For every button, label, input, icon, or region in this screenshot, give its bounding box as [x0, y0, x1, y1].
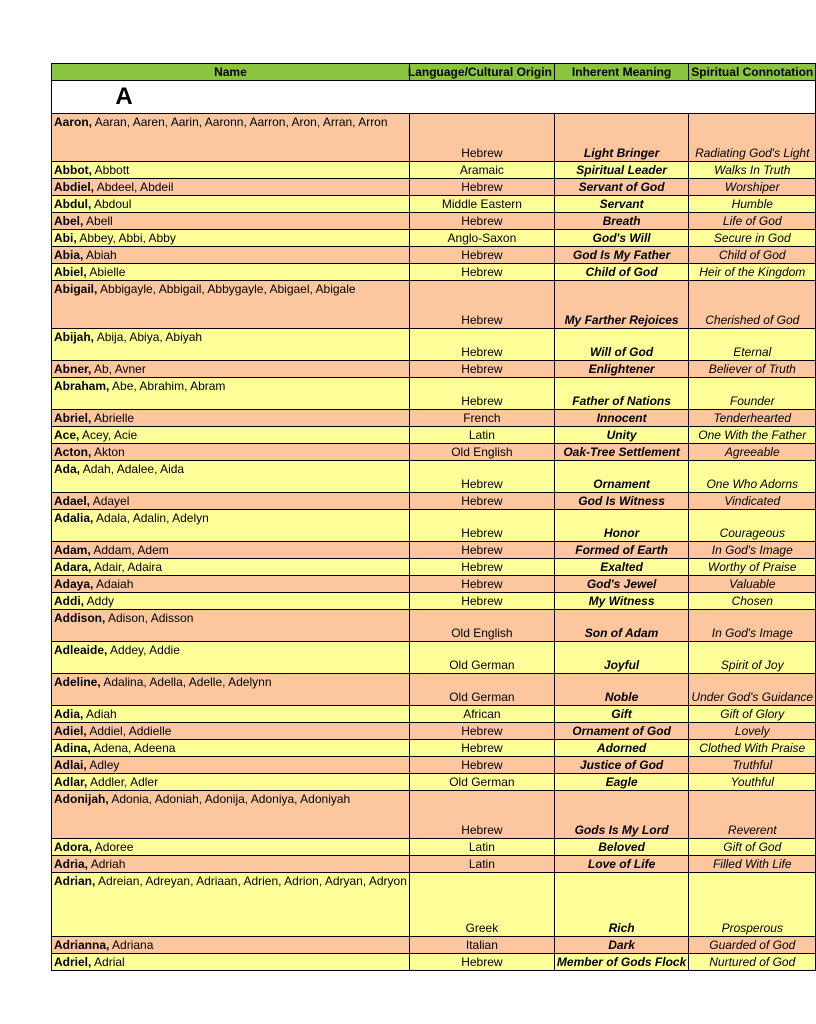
connotation-cell[interactable]: Believer of Truth: [689, 361, 816, 378]
table-row: [52, 378, 816, 410]
section-letter-row: [52, 81, 816, 114]
name-cell[interactable]: [52, 114, 410, 162]
connotation-cell[interactable]: Humble: [689, 196, 816, 213]
primary-name: Adalia,: [54, 511, 94, 525]
origin-cell[interactable]: Latin: [409, 839, 554, 856]
primary-name: Adleaide,: [54, 643, 108, 657]
name-variants: Adalina, Adella, Adelle, Adelynn: [100, 675, 272, 689]
meaning-cell[interactable]: Rich: [554, 873, 688, 937]
meaning-cell[interactable]: Exalted: [554, 559, 688, 576]
connotation-cell[interactable]: Nurtured of God: [689, 954, 816, 971]
name-variants: Acey, Acie: [79, 428, 138, 442]
table-row: [52, 839, 816, 856]
name-variants: Abbey, Abbi, Abby: [76, 231, 176, 245]
name-cell[interactable]: [52, 954, 410, 971]
table-row: [52, 281, 816, 329]
names-spreadsheet: [51, 63, 816, 971]
name-cell[interactable]: [52, 444, 410, 461]
meaning-cell[interactable]: Father of Nations: [554, 378, 688, 410]
name-cell[interactable]: [52, 542, 410, 559]
meaning-cell[interactable]: Honor: [554, 510, 688, 542]
name-cell[interactable]: [52, 230, 410, 247]
meaning-cell[interactable]: Adorned: [554, 740, 688, 757]
name-variants: Adonia, Adoniah, Adonija, Adoniya, Adoniyah: [108, 792, 351, 806]
origin-cell[interactable]: Latin: [409, 427, 554, 444]
primary-name: Adrianna,: [54, 938, 110, 952]
origin-cell[interactable]: Aramaic: [409, 162, 554, 179]
name-variants: Adoree: [92, 840, 134, 854]
connotation-cell[interactable]: Tenderhearted: [689, 410, 816, 427]
name-variants: Abdeel, Abdeil: [94, 180, 174, 194]
primary-name: Adrian,: [54, 874, 96, 888]
primary-name: Abijah,: [54, 330, 95, 344]
origin-cell[interactable]: Hebrew: [409, 264, 554, 281]
origin-cell[interactable]: Greek: [409, 873, 554, 937]
origin-cell[interactable]: Hebrew: [409, 179, 554, 196]
name-cell[interactable]: [52, 593, 410, 610]
connotation-cell[interactable]: One Who Adorns: [689, 461, 816, 493]
table-row: [52, 856, 816, 873]
meaning-cell[interactable]: Servant: [554, 196, 688, 213]
name-cell[interactable]: [52, 740, 410, 757]
primary-name: Abia,: [54, 248, 84, 262]
connotation-cell[interactable]: Life of God: [689, 213, 816, 230]
connotation-cell[interactable]: Child of God: [689, 247, 816, 264]
meaning-cell[interactable]: Gods Is My Lord: [554, 791, 688, 839]
table-row: [52, 196, 816, 213]
origin-cell[interactable]: Hebrew: [409, 378, 554, 410]
name-variants: Abbott: [92, 163, 130, 177]
name-variants: Adriah: [88, 857, 126, 871]
name-cell[interactable]: [52, 791, 410, 839]
table-row: [52, 162, 816, 179]
primary-name: Adara,: [54, 560, 92, 574]
name-cell[interactable]: [52, 706, 410, 723]
origin-cell[interactable]: Anglo-Saxon: [409, 230, 554, 247]
table-row: [52, 642, 816, 674]
meaning-cell[interactable]: Innocent: [554, 410, 688, 427]
connotation-cell[interactable]: Cherished of God: [689, 281, 816, 329]
meaning-cell[interactable]: God's Will: [554, 230, 688, 247]
table-row: [52, 791, 816, 839]
origin-cell[interactable]: Hebrew: [409, 542, 554, 559]
table-row: [52, 264, 816, 281]
connotation-cell[interactable]: Lovely: [689, 723, 816, 740]
meaning-cell[interactable]: Joyful: [554, 642, 688, 674]
primary-name: Aaron,: [54, 115, 93, 129]
origin-cell[interactable]: Hebrew: [409, 114, 554, 162]
origin-cell[interactable]: Hebrew: [409, 791, 554, 839]
name-variants: Addey, Addie: [107, 643, 180, 657]
primary-name: Abiel,: [54, 265, 87, 279]
name-cell[interactable]: [52, 856, 410, 873]
table-row: [52, 954, 816, 971]
name-variants: Abrielle: [91, 411, 135, 425]
table-row: [52, 542, 816, 559]
origin-cell[interactable]: Hebrew: [409, 740, 554, 757]
name-variants: Adala, Adalin, Adelyn: [93, 511, 209, 525]
name-variants: Adena, Adeena: [90, 741, 176, 755]
primary-name: Adaya,: [54, 577, 94, 591]
name-variants: Abe, Abrahim, Abram: [109, 379, 226, 393]
primary-name: Addi,: [54, 594, 84, 608]
origin-cell[interactable]: Hebrew: [409, 593, 554, 610]
connotation-cell[interactable]: Clothed With Praise: [689, 740, 816, 757]
meaning-cell[interactable]: God Is Witness: [554, 493, 688, 510]
origin-cell[interactable]: Italian: [409, 937, 554, 954]
primary-name: Adonijah,: [54, 792, 109, 806]
table-row: [52, 774, 816, 791]
primary-name: Abdul,: [54, 197, 92, 211]
origin-cell[interactable]: Hebrew: [409, 510, 554, 542]
name-cell[interactable]: [52, 196, 410, 213]
origin-cell[interactable]: Middle Eastern: [409, 196, 554, 213]
origin-cell[interactable]: Old German: [409, 674, 554, 706]
table-row: [52, 230, 816, 247]
connotation-cell[interactable]: Valuable: [689, 576, 816, 593]
primary-name: Abner,: [54, 362, 92, 376]
connotation-cell[interactable]: Filled With Life: [689, 856, 816, 873]
meaning-cell[interactable]: Servant of God: [554, 179, 688, 196]
name-cell[interactable]: [52, 873, 410, 937]
meaning-cell[interactable]: Unity: [554, 427, 688, 444]
primary-name: Abdiel,: [54, 180, 95, 194]
primary-name: Adria,: [54, 857, 89, 871]
name-variants: Abell: [83, 214, 113, 228]
meaning-cell[interactable]: Gift: [554, 706, 688, 723]
primary-name: Adeline,: [54, 675, 101, 689]
name-cell[interactable]: [52, 461, 410, 493]
name-variants: Addy: [84, 594, 115, 608]
connotation-cell[interactable]: Prosperous: [689, 873, 816, 937]
name-variants: Addiel, Addielle: [86, 724, 172, 738]
origin-cell[interactable]: Hebrew: [409, 493, 554, 510]
header-origin[interactable]: Language/Cultural Origin: [409, 64, 554, 81]
name-cell[interactable]: [52, 493, 410, 510]
meaning-cell[interactable]: Justice of God: [554, 757, 688, 774]
connotation-cell[interactable]: In God's Image: [689, 542, 816, 559]
name-variants: Adriana: [109, 938, 154, 952]
table-row: [52, 179, 816, 196]
origin-cell[interactable]: Hebrew: [409, 281, 554, 329]
meaning-cell[interactable]: Spiritual Leader: [554, 162, 688, 179]
origin-cell[interactable]: French: [409, 410, 554, 427]
name-cell[interactable]: [52, 510, 410, 542]
meaning-cell[interactable]: Member of Gods Flock: [554, 954, 688, 971]
table-row: [52, 723, 816, 740]
table-row: [52, 427, 816, 444]
name-cell[interactable]: [52, 329, 410, 361]
meaning-cell[interactable]: Light Bringer: [554, 114, 688, 162]
meaning-cell[interactable]: My Farther Rejoices: [554, 281, 688, 329]
origin-cell[interactable]: Old English: [409, 444, 554, 461]
table-row: [52, 674, 816, 706]
name-variants: Abdoul: [91, 197, 132, 211]
name-variants: Adley: [86, 758, 120, 772]
meaning-cell[interactable]: Child of God: [554, 264, 688, 281]
table-row: [52, 213, 816, 230]
table-row: [52, 444, 816, 461]
primary-name: Adina,: [54, 741, 91, 755]
connotation-cell[interactable]: Spirit of Joy: [689, 642, 816, 674]
name-variants: Adaiah: [93, 577, 134, 591]
connotation-cell[interactable]: Secure in God: [689, 230, 816, 247]
name-cell[interactable]: [52, 264, 410, 281]
table-row: [52, 873, 816, 937]
primary-name: Abi,: [54, 231, 77, 245]
name-variants: Adiah: [83, 707, 117, 721]
origin-cell[interactable]: Hebrew: [409, 757, 554, 774]
connotation-cell[interactable]: Courageous: [689, 510, 816, 542]
name-variants: Adrial: [91, 955, 125, 969]
name-cell[interactable]: [52, 247, 410, 264]
connotation-cell[interactable]: Truthful: [689, 757, 816, 774]
header-meaning[interactable]: Inherent Meaning: [554, 64, 688, 81]
name-cell[interactable]: [52, 179, 410, 196]
name-cell[interactable]: [52, 559, 410, 576]
table-row: [52, 559, 816, 576]
meaning-cell[interactable]: My Witness: [554, 593, 688, 610]
connotation-cell[interactable]: Heir of the Kingdom: [689, 264, 816, 281]
connotation-cell[interactable]: Youthful: [689, 774, 816, 791]
table-row: [52, 329, 816, 361]
meaning-cell[interactable]: Dark: [554, 937, 688, 954]
name-cell[interactable]: [52, 774, 410, 791]
origin-cell[interactable]: Hebrew: [409, 247, 554, 264]
origin-cell[interactable]: Hebrew: [409, 954, 554, 971]
name-variants: Addam, Adem: [90, 543, 169, 557]
primary-name: Adora,: [54, 840, 93, 854]
header-name[interactable]: Name: [52, 64, 410, 81]
primary-name: Adlai,: [54, 758, 87, 772]
meaning-cell[interactable]: Eagle: [554, 774, 688, 791]
name-cell[interactable]: [52, 361, 410, 378]
primary-name: Abigail,: [54, 282, 98, 296]
primary-name: Adam,: [54, 543, 91, 557]
name-cell[interactable]: [52, 642, 410, 674]
connotation-cell[interactable]: Worthy of Praise: [689, 559, 816, 576]
name-cell[interactable]: [52, 427, 410, 444]
connotation-cell[interactable]: Founder: [689, 378, 816, 410]
table-row: [52, 410, 816, 427]
meaning-cell[interactable]: Oak-Tree Settlement: [554, 444, 688, 461]
connotation-cell[interactable]: Reverent: [689, 791, 816, 839]
name-cell[interactable]: [52, 576, 410, 593]
name-cell[interactable]: [52, 281, 410, 329]
name-variants: Adah, Adalee, Aida: [80, 462, 185, 476]
table-row: [52, 493, 816, 510]
origin-cell[interactable]: Hebrew: [409, 559, 554, 576]
name-cell[interactable]: [52, 674, 410, 706]
meaning-cell[interactable]: Love of Life: [554, 856, 688, 873]
name-cell[interactable]: [52, 410, 410, 427]
origin-cell[interactable]: Latin: [409, 856, 554, 873]
primary-name: Abriel,: [54, 411, 92, 425]
name-cell[interactable]: [52, 378, 410, 410]
meaning-cell[interactable]: Son of Adam: [554, 610, 688, 642]
meaning-cell[interactable]: Enlightener: [554, 361, 688, 378]
name-variants: Adison, Adisson: [105, 611, 194, 625]
meaning-cell[interactable]: Beloved: [554, 839, 688, 856]
connotation-cell[interactable]: Vindicated: [689, 493, 816, 510]
primary-name: Ace,: [54, 428, 80, 442]
header-connotation[interactable]: Spiritual Connotation: [689, 64, 816, 81]
connotation-cell[interactable]: Walks In Truth: [689, 162, 816, 179]
origin-cell[interactable]: Old English: [409, 610, 554, 642]
connotation-cell[interactable]: Agreeable: [689, 444, 816, 461]
primary-name: Adiel,: [54, 724, 87, 738]
table-row: [52, 461, 816, 493]
meaning-cell[interactable]: God Is My Father: [554, 247, 688, 264]
table-row: [52, 706, 816, 723]
name-cell[interactable]: [52, 937, 410, 954]
primary-name: Adlar,: [54, 775, 88, 789]
name-variants: Adair, Adaira: [91, 560, 163, 574]
table-row: [52, 740, 816, 757]
table-row: [52, 361, 816, 378]
name-variants: Abbigayle, Abbigail, Abbygayle, Abigael, Abigale: [97, 282, 356, 296]
primary-name: Ada,: [54, 462, 81, 476]
name-cell[interactable]: [52, 213, 410, 230]
connotation-cell[interactable]: Worshiper: [689, 179, 816, 196]
origin-cell[interactable]: Hebrew: [409, 213, 554, 230]
name-variants: Abija, Abiya, Abiyah: [94, 330, 203, 344]
origin-cell[interactable]: Hebrew: [409, 576, 554, 593]
meaning-cell[interactable]: God's Jewel: [554, 576, 688, 593]
connotation-cell[interactable]: Under God's Guidance: [689, 674, 816, 706]
primary-name: Addison,: [54, 611, 106, 625]
origin-cell[interactable]: Old German: [409, 642, 554, 674]
connotation-cell[interactable]: Guarded of God: [689, 937, 816, 954]
table-row: [52, 247, 816, 264]
name-variants: Adreian, Adreyan, Adriaan, Adrien, Adrion, Adryan, Adryon: [95, 874, 407, 888]
table-row: [52, 576, 816, 593]
primary-name: Acton,: [54, 445, 92, 459]
primary-name: Abbot,: [54, 163, 92, 177]
table-row: [52, 757, 816, 774]
name-variants: Akton: [91, 445, 125, 459]
section-letter: A: [115, 83, 133, 110]
primary-name: Abraham,: [54, 379, 110, 393]
connotation-cell[interactable]: Gift of Glory: [689, 706, 816, 723]
primary-name: Adael,: [54, 494, 91, 508]
origin-cell[interactable]: Hebrew: [409, 329, 554, 361]
name-variants: Abielle: [86, 265, 126, 279]
connotation-cell[interactable]: Radiating God's Light: [689, 114, 816, 162]
table-row: [52, 610, 816, 642]
name-cell[interactable]: [52, 610, 410, 642]
name-variants: Adayel: [90, 494, 130, 508]
table-row: [52, 114, 816, 162]
name-cell[interactable]: [52, 162, 410, 179]
table-row: [52, 510, 816, 542]
name-variants: Abiah: [83, 248, 117, 262]
primary-name: Abel,: [54, 214, 84, 228]
origin-cell[interactable]: Hebrew: [409, 723, 554, 740]
name-cell[interactable]: [52, 839, 410, 856]
connotation-cell[interactable]: In God's Image: [689, 610, 816, 642]
primary-name: Adriel,: [54, 955, 92, 969]
meaning-cell[interactable]: Ornament of God: [554, 723, 688, 740]
meaning-cell[interactable]: Noble: [554, 674, 688, 706]
meaning-cell[interactable]: Breath: [554, 213, 688, 230]
meaning-cell[interactable]: Formed of Earth: [554, 542, 688, 559]
name-variants: Ab, Avner: [91, 362, 146, 376]
section-letter-cell[interactable]: [52, 81, 816, 114]
connotation-cell[interactable]: Gift of God: [689, 839, 816, 856]
table-row: [52, 937, 816, 954]
origin-cell[interactable]: Hebrew: [409, 461, 554, 493]
origin-cell[interactable]: Old German: [409, 774, 554, 791]
name-variants: Aaran, Aaren, Aarin, Aaronn, Aarron, Aron, Arran, Arron: [92, 115, 388, 129]
name-cell[interactable]: [52, 757, 410, 774]
table-row: [52, 593, 816, 610]
origin-cell[interactable]: African: [409, 706, 554, 723]
connotation-cell[interactable]: Eternal: [689, 329, 816, 361]
meaning-cell[interactable]: Ornament: [554, 461, 688, 493]
name-cell[interactable]: [52, 723, 410, 740]
connotation-cell[interactable]: One With the Father: [689, 427, 816, 444]
primary-name: Adia,: [54, 707, 84, 721]
origin-cell[interactable]: Hebrew: [409, 361, 554, 378]
connotation-cell[interactable]: Chosen: [689, 593, 816, 610]
header-row: [52, 64, 816, 81]
meaning-cell[interactable]: Will of God: [554, 329, 688, 361]
name-variants: Addler, Adler: [87, 775, 159, 789]
